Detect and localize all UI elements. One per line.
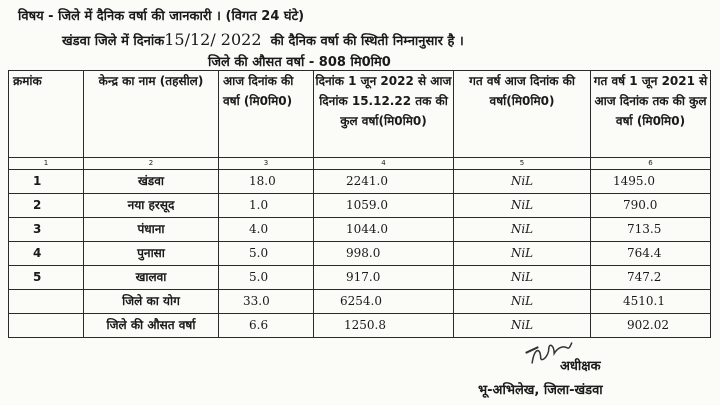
total-rain: 2241.0 [314, 170, 454, 194]
row-sno: 1 [9, 170, 84, 194]
column-number-row [9, 158, 711, 170]
office-name: भू-अभिलेख, जिला-खंडवा [478, 383, 603, 398]
centre-name: पंधाना [84, 218, 219, 242]
last-year-today: NiL [454, 242, 591, 266]
today-rain: 1.0 [219, 194, 314, 218]
district-average-last-year-today: NiL [454, 314, 591, 338]
col-header-sno: क्रमांक [9, 71, 84, 158]
row-sno: 2 [9, 194, 84, 218]
table-row [9, 194, 711, 218]
col-header-last-year-today: गत वर्ष आज दिनांक की वर्षा(मि0मि0) [454, 71, 591, 158]
table-row [9, 242, 711, 266]
district-average-row [9, 314, 711, 338]
designation: अधीक्षक [560, 359, 601, 374]
col-number: 2 [84, 158, 219, 170]
district-average-label: जिले की औसत वर्षा [84, 314, 219, 338]
col-number: 1 [9, 158, 84, 170]
header-row [9, 71, 711, 158]
last-year-total: 1495.0 [591, 170, 711, 194]
intro-prefix: खंडवा जिले में दिनांक [62, 34, 165, 49]
col-number: 4 [314, 158, 454, 170]
last-year-today: NiL [454, 218, 591, 242]
row-sno: 3 [9, 218, 84, 242]
district-total-label: जिले का योग [84, 290, 219, 314]
last-year-today: NiL [454, 194, 591, 218]
district-average-line: जिले की औसत वर्षा - 808 मि0मि0 [208, 55, 391, 70]
col-header-today-rain: आज दिनांक की वर्षा (मि0मि0) [219, 71, 314, 158]
table-row [9, 266, 711, 290]
district-average-last-year: 902.02 [591, 314, 711, 338]
last-year-today: NiL [454, 266, 591, 290]
last-year-total: 747.2 [591, 266, 711, 290]
table-row [9, 218, 711, 242]
today-rain: 4.0 [219, 218, 314, 242]
report-date: 15/12/ 2022 [164, 30, 262, 49]
col-header-total-rain: दिनांक 1 जून 2022 से आज दिनांक 15.12.22 तक की कुल वर्षा(मि0मि0) [314, 71, 454, 158]
col-number: 3 [219, 158, 314, 170]
district-average-today: 6.6 [219, 314, 314, 338]
district-total-today: 33.0 [219, 290, 314, 314]
today-rain: 5.0 [219, 242, 314, 266]
total-rain: 917.0 [314, 266, 454, 290]
district-total-last-year-today: NiL [454, 290, 591, 314]
last-year-total: 790.0 [591, 194, 711, 218]
col-header-last-year-total: गत वर्ष 1 जून 2021 से आज दिनांक तक की कुल वर्षा (मि0मि0) [591, 71, 711, 158]
total-rain: 998.0 [314, 242, 454, 266]
district-total-last-year: 4510.1 [591, 290, 711, 314]
centre-name: पुनासा [84, 242, 219, 266]
subject-line: विषय - जिले में दैनिक वर्षा की जानकारी । (विगत 24 घंटे) [18, 9, 305, 24]
centre-name: खालवा [84, 266, 219, 290]
centre-name: नया हरसूद [84, 194, 219, 218]
rainfall-table [8, 70, 711, 338]
last-year-today: NiL [454, 170, 591, 194]
today-rain: 18.0 [219, 170, 314, 194]
col-number: 5 [454, 158, 591, 170]
district-average-rain: 1250.8 [314, 314, 454, 338]
today-rain: 5.0 [219, 266, 314, 290]
district-total-rain: 6254.0 [314, 290, 454, 314]
table-row [9, 170, 711, 194]
district-total-row [9, 290, 711, 314]
intro-suffix: की दैनिक वर्षा की स्थिती निम्नानुसार है । [270, 34, 464, 49]
col-number: 6 [591, 158, 711, 170]
row-sno: 5 [9, 266, 84, 290]
intro-line [62, 30, 464, 49]
centre-name: खंडवा [84, 170, 219, 194]
last-year-total: 713.5 [591, 218, 711, 242]
last-year-total: 764.4 [591, 242, 711, 266]
row-sno: 4 [9, 242, 84, 266]
total-rain: 1044.0 [314, 218, 454, 242]
col-header-centre: केन्द्र का नाम (तहसील) [84, 71, 219, 158]
total-rain: 1059.0 [314, 194, 454, 218]
